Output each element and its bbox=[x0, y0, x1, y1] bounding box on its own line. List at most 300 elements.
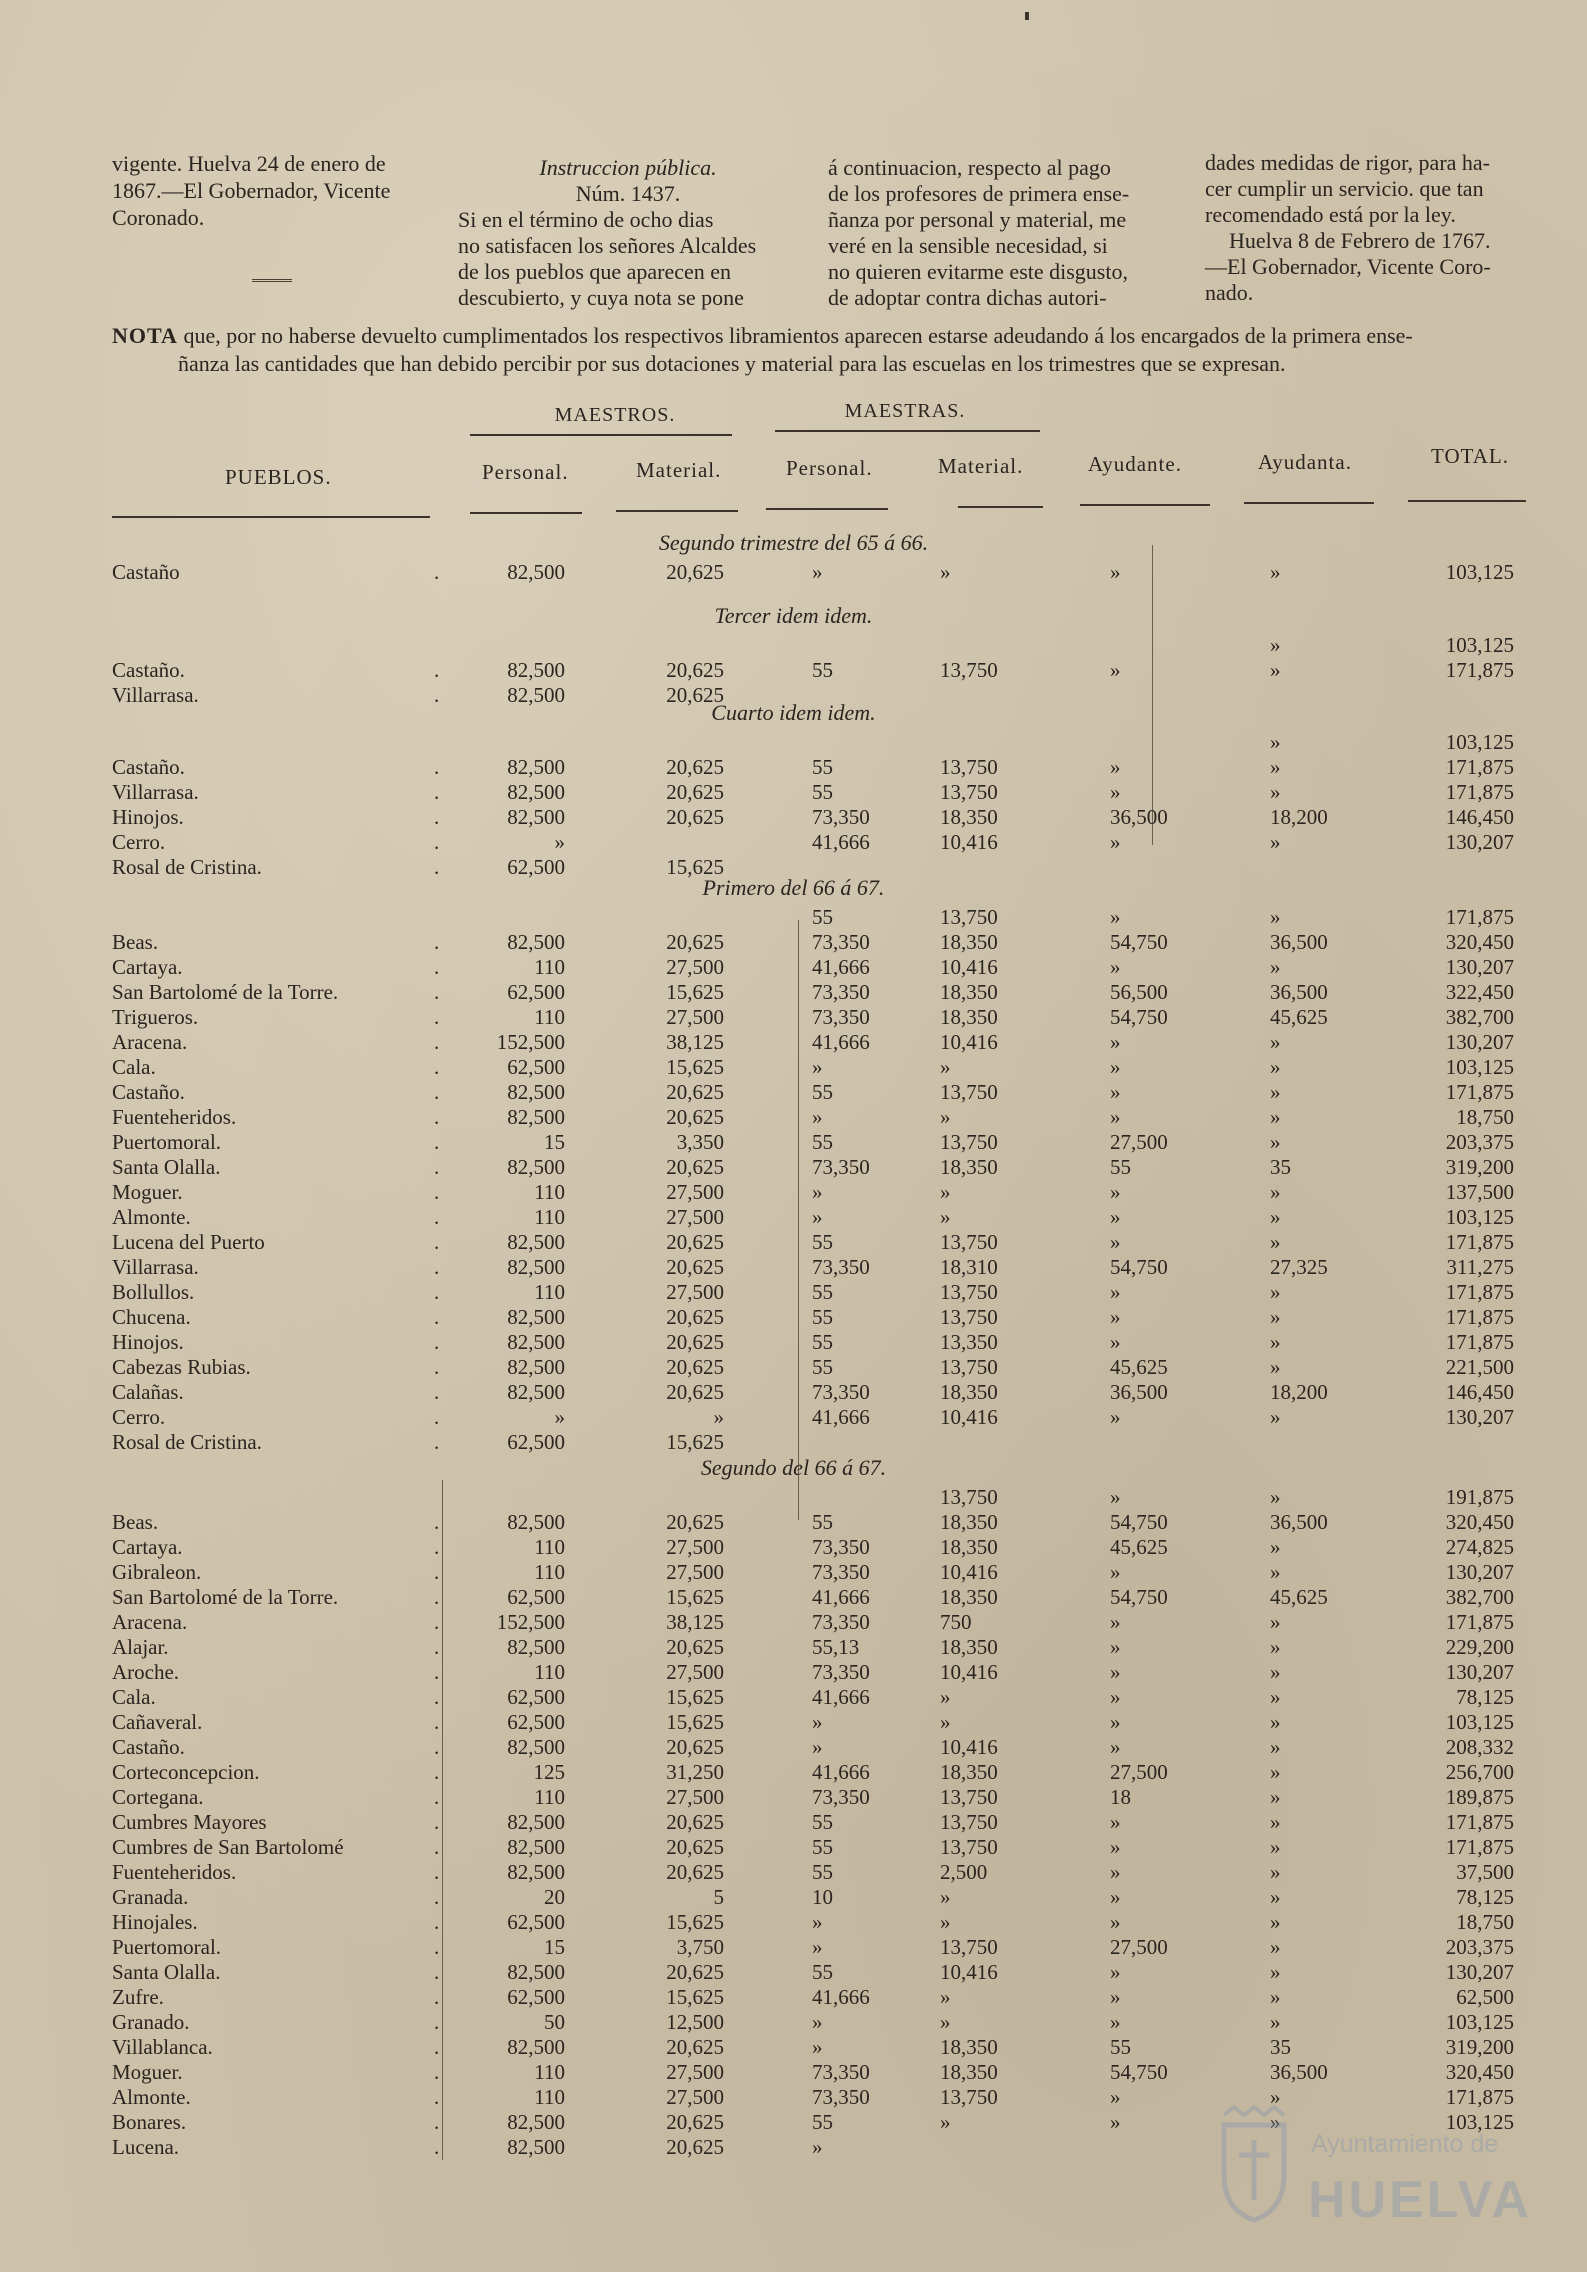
ayuntamiento-seal bbox=[1196, 2065, 1556, 2265]
cell-material-maestros: 5 bbox=[713, 1885, 724, 1909]
cell-personal-maestras: 41,666 bbox=[812, 1685, 870, 1709]
cell-material-maestras: » bbox=[940, 1105, 951, 1129]
cell-material-maestras: 10,416 bbox=[940, 1030, 998, 1054]
leader-dot: . bbox=[434, 1510, 440, 1534]
cell-personal-maestras: » bbox=[812, 2010, 823, 2034]
cell-ayudanta: » bbox=[1270, 1710, 1281, 1734]
leader-dot: . bbox=[434, 980, 440, 1004]
leader-dot: . bbox=[434, 1710, 440, 1734]
pueblo-name: Hinojos. bbox=[112, 805, 184, 829]
cell-personal-maestros: 62,500 bbox=[507, 1985, 565, 2009]
cell-ayudanta: » bbox=[1270, 2085, 1281, 2109]
cell-total: 130,207 bbox=[1445, 1030, 1514, 1054]
cell-ayudanta: » bbox=[1270, 1910, 1281, 1934]
cell-ayudante: 54,750 bbox=[1110, 2060, 1168, 2084]
cell-ayudante: » bbox=[1110, 1030, 1121, 1054]
cell-personal-maestras: » bbox=[812, 2035, 823, 2059]
cell-ayudante: » bbox=[1110, 1230, 1121, 1254]
cell-material-maestros: 20,625 bbox=[666, 1960, 724, 1984]
column-line: Huelva 8 de Febrero de 1767. bbox=[1229, 228, 1491, 253]
cell-material-maestros: 27,500 bbox=[666, 2085, 724, 2109]
cell-ayudanta: » bbox=[1270, 1535, 1281, 1559]
header-underline bbox=[112, 516, 430, 518]
pueblo-name: Cañaveral. bbox=[112, 1710, 203, 1734]
table-row bbox=[0, 1205, 1587, 1230]
column-line: dades medidas de rigor, para ha- bbox=[1205, 150, 1491, 175]
cell-ayudante: » bbox=[1110, 1280, 1121, 1304]
cell-ayudanta: » bbox=[1270, 1635, 1281, 1659]
cell-material-maestras: 10,416 bbox=[940, 1405, 998, 1429]
cell-material-maestras: 2,500 bbox=[940, 1860, 988, 1884]
cell-total: 130,207 bbox=[1445, 1405, 1514, 1429]
leader-dot: . bbox=[434, 930, 440, 954]
table-row bbox=[0, 1660, 1587, 1685]
table-row bbox=[0, 905, 1587, 930]
cell-material-maestras: 18,350 bbox=[940, 1155, 998, 1179]
pueblo-name: Puertomoral. bbox=[112, 1935, 222, 1959]
cell-personal-maestros: 15 bbox=[544, 1130, 565, 1154]
cell-ayudante: 27,500 bbox=[1110, 1760, 1168, 1784]
leader-dot: . bbox=[434, 855, 440, 879]
nota-line-1 bbox=[112, 322, 1542, 350]
cell-material-maestras: 18,350 bbox=[940, 2060, 998, 2084]
leader-dot: . bbox=[434, 830, 440, 854]
cell-personal-maestros: 82,500 bbox=[507, 1305, 565, 1329]
cell-total: 171,875 bbox=[1445, 1610, 1514, 1634]
cell-personal-maestras: 55 bbox=[812, 905, 833, 929]
cell-material-maestros: 38,125 bbox=[666, 1610, 724, 1634]
cell-personal-maestras: 41,666 bbox=[812, 1030, 870, 1054]
pueblo-name: Villarrasa. bbox=[112, 780, 199, 804]
cell-material-maestros: 20,625 bbox=[666, 1355, 724, 1379]
pueblo-name: Almonte. bbox=[112, 2085, 191, 2109]
pueblo-name: Castaño. bbox=[112, 755, 185, 779]
table-row bbox=[0, 560, 1587, 585]
cell-ayudante: 54,750 bbox=[1110, 1005, 1168, 1029]
table-row bbox=[0, 955, 1587, 980]
cell-ayudante: » bbox=[1110, 1485, 1121, 1509]
cell-material-maestras: » bbox=[940, 560, 951, 584]
cell-material-maestras: 18,350 bbox=[940, 980, 998, 1004]
seal-line-2: HUELVA bbox=[1308, 2171, 1533, 2229]
cell-material-maestros: 20,625 bbox=[666, 1635, 724, 1659]
cell-material-maestros: 20,625 bbox=[666, 1305, 724, 1329]
cell-total: 320,450 bbox=[1445, 1510, 1514, 1534]
cell-total: 208,332 bbox=[1445, 1735, 1514, 1759]
table-row bbox=[0, 1560, 1587, 1585]
cell-ayudante: » bbox=[1110, 1735, 1121, 1759]
seal-line-1: Ayuntamiento de bbox=[1311, 2130, 1499, 2158]
pueblo-name: Rosal de Cristina. bbox=[112, 1430, 262, 1454]
pueblo-name: Villarrasa. bbox=[112, 683, 199, 707]
cell-personal-maestros: 82,500 bbox=[507, 1380, 565, 1404]
nota-lead: NOTA bbox=[112, 323, 178, 348]
cell-material-maestros: 15,625 bbox=[666, 855, 724, 879]
pueblo-name: Aroche. bbox=[112, 1660, 180, 1684]
cell-material-maestros: 20,625 bbox=[666, 1380, 724, 1404]
cell-material-maestros: 15,625 bbox=[666, 1710, 724, 1734]
cell-personal-maestras: 55 bbox=[812, 1330, 833, 1354]
cell-material-maestras: 13,750 bbox=[940, 780, 998, 804]
pueblo-name: Fuenteheridos. bbox=[112, 1860, 237, 1884]
pueblo-name: Fuenteheridos. bbox=[112, 1105, 237, 1129]
cell-personal-maestros: 82,500 bbox=[507, 1835, 565, 1859]
table-row bbox=[0, 755, 1587, 780]
cell-ayudanta: » bbox=[1270, 1330, 1281, 1354]
cell-ayudante: 54,750 bbox=[1110, 930, 1168, 954]
cell-personal-maestros: 110 bbox=[534, 1785, 565, 1809]
cell-total: 103,125 bbox=[1445, 2110, 1514, 2134]
cell-material-maestros: 27,500 bbox=[666, 1560, 724, 1584]
text-column-1 bbox=[112, 150, 442, 282]
cell-ayudanta: » bbox=[1270, 1685, 1281, 1709]
table-row bbox=[0, 1230, 1587, 1255]
column-line: de adoptar contra dichas autori- bbox=[828, 285, 1107, 310]
leader-dot: . bbox=[434, 1785, 440, 1809]
cell-personal-maestros: 82,500 bbox=[507, 1155, 565, 1179]
table-row bbox=[0, 1585, 1587, 1610]
cell-personal-maestros: 110 bbox=[534, 1535, 565, 1559]
cell-material-maestros: 38,125 bbox=[666, 1030, 724, 1054]
cell-personal-maestros: 82,500 bbox=[507, 658, 565, 682]
leader-dot: . bbox=[434, 2060, 440, 2084]
table-row bbox=[0, 1710, 1587, 1735]
col-header-pueblos: PUEBLOS. bbox=[225, 465, 332, 489]
cell-total: 103,125 bbox=[1445, 1205, 1514, 1229]
table-row bbox=[0, 2010, 1587, 2035]
table-row bbox=[0, 1280, 1587, 1305]
cell-material-maestras: 18,350 bbox=[940, 930, 998, 954]
cell-ayudanta: 35 bbox=[1270, 1155, 1291, 1179]
cell-total: 171,875 bbox=[1445, 1280, 1514, 1304]
table-row bbox=[0, 830, 1587, 855]
pueblo-name: Bollullos. bbox=[112, 1280, 195, 1304]
cell-personal-maestros: 82,500 bbox=[507, 683, 565, 707]
cell-material-maestras: » bbox=[940, 1910, 951, 1934]
cell-personal-maestros: 125 bbox=[533, 1760, 565, 1784]
table-row bbox=[0, 730, 1587, 755]
cell-personal-maestras: 55 bbox=[812, 1510, 833, 1534]
cell-ayudante: » bbox=[1110, 1985, 1121, 2009]
table-row bbox=[0, 633, 1587, 658]
cell-personal-maestros: 50 bbox=[544, 2010, 565, 2034]
leader-dot: . bbox=[434, 2035, 440, 2059]
header-underline bbox=[1244, 502, 1374, 504]
cell-personal-maestras: 55 bbox=[812, 1835, 833, 1859]
header-underline bbox=[1408, 500, 1526, 502]
cell-ayudante: 54,750 bbox=[1110, 1255, 1168, 1279]
leader-dot: . bbox=[434, 1885, 440, 1909]
table-row bbox=[0, 980, 1587, 1005]
cell-personal-maestros: 82,500 bbox=[507, 1105, 565, 1129]
leader-dot: . bbox=[434, 1860, 440, 1884]
pueblo-name: Castaño bbox=[112, 560, 180, 584]
cell-personal-maestros: 62,500 bbox=[507, 1055, 565, 1079]
cell-material-maestros: » bbox=[713, 1405, 724, 1429]
leader-dot: . bbox=[434, 1430, 440, 1454]
cell-personal-maestras: 55 bbox=[812, 780, 833, 804]
cell-material-maestras: 13,750 bbox=[940, 1810, 998, 1834]
table-row bbox=[0, 1935, 1587, 1960]
cell-personal-maestras: 55 bbox=[812, 1230, 833, 1254]
cell-personal-maestros: 82,500 bbox=[507, 2035, 565, 2059]
cell-material-maestras: » bbox=[940, 1985, 951, 2009]
leader-dot: . bbox=[434, 2085, 440, 2109]
cell-total: 382,700 bbox=[1445, 1585, 1514, 1609]
cell-ayudante: » bbox=[1110, 2010, 1121, 2034]
cell-personal-maestros: 82,500 bbox=[507, 755, 565, 779]
leader-dot: . bbox=[434, 1810, 440, 1834]
cell-ayudanta: » bbox=[1270, 1735, 1281, 1759]
cell-total: 171,875 bbox=[1445, 1230, 1514, 1254]
cell-material-maestras: 18,350 bbox=[940, 1585, 998, 1609]
cell-personal-maestras: 73,350 bbox=[812, 805, 870, 829]
column-line: no satisfacen los señores Alcaldes bbox=[458, 233, 757, 258]
leader-dot: . bbox=[434, 1935, 440, 1959]
cell-ayudanta: » bbox=[1270, 1355, 1281, 1379]
cell-material-maestras: » bbox=[940, 1885, 951, 1909]
cell-total: 103,125 bbox=[1445, 730, 1514, 754]
cell-ayudante: » bbox=[1110, 1180, 1121, 1204]
cell-total: 62,500 bbox=[1456, 1985, 1514, 2009]
cell-personal-maestros: 62,500 bbox=[507, 1585, 565, 1609]
cell-personal-maestros: 82,500 bbox=[507, 1635, 565, 1659]
section-title: Primero del 66 á 67. bbox=[702, 875, 885, 900]
cell-ayudanta: » bbox=[1270, 1205, 1281, 1229]
cell-ayudanta: » bbox=[1270, 1935, 1281, 1959]
cell-material-maestras: 13,750 bbox=[940, 1305, 998, 1329]
cell-personal-maestros: 82,500 bbox=[507, 2110, 565, 2134]
pueblo-name: Castaño. bbox=[112, 658, 185, 682]
cell-ayudanta: » bbox=[1270, 1835, 1281, 1859]
cell-personal-maestras: 55 bbox=[812, 1080, 833, 1104]
cell-material-maestros: 20,625 bbox=[666, 1255, 724, 1279]
group-maestros: MAESTROS. bbox=[554, 404, 676, 426]
table-row bbox=[0, 1735, 1587, 1760]
cell-personal-maestras: 73,350 bbox=[812, 1005, 870, 1029]
cell-material-maestros: 15,625 bbox=[666, 1985, 724, 2009]
table-row bbox=[0, 1305, 1587, 1330]
pueblo-name: Beas. bbox=[112, 930, 159, 954]
column-line: nado. bbox=[1205, 280, 1254, 305]
cell-ayudanta: » bbox=[1270, 1985, 1281, 2009]
table-row bbox=[0, 1860, 1587, 1885]
leader-dot: . bbox=[434, 755, 440, 779]
cell-ayudanta: » bbox=[1270, 1485, 1281, 1509]
cell-ayudante: » bbox=[1110, 1105, 1121, 1129]
cell-total: 103,125 bbox=[1445, 633, 1514, 657]
cell-total: 171,875 bbox=[1445, 1330, 1514, 1354]
cell-personal-maestras: 73,350 bbox=[812, 1560, 870, 1584]
cell-ayudanta: » bbox=[1270, 780, 1281, 804]
cell-total: 322,450 bbox=[1445, 980, 1514, 1004]
leader-dot: . bbox=[434, 1280, 440, 1304]
cell-ayudante: 54,750 bbox=[1110, 1510, 1168, 1534]
cell-ayudante: » bbox=[1110, 1885, 1121, 1909]
leader-dot: . bbox=[434, 955, 440, 979]
cell-personal-maestras: 41,666 bbox=[812, 1985, 870, 2009]
column-line: á continuacion, respecto al pago bbox=[828, 155, 1111, 180]
cell-ayudanta: » bbox=[1270, 955, 1281, 979]
cell-material-maestros: 20,625 bbox=[666, 1810, 724, 1834]
cell-personal-maestros: 152,500 bbox=[496, 1610, 565, 1634]
cell-ayudanta: » bbox=[1270, 1030, 1281, 1054]
cell-personal-maestros: 82,500 bbox=[507, 1355, 565, 1379]
leader-dot: . bbox=[434, 780, 440, 804]
cell-personal-maestros: 62,500 bbox=[507, 1430, 565, 1454]
cell-material-maestras: 18,350 bbox=[940, 1005, 998, 1029]
cell-ayudante: » bbox=[1110, 955, 1121, 979]
table-row bbox=[0, 930, 1587, 955]
table-row bbox=[0, 1635, 1587, 1660]
table-row bbox=[0, 1055, 1587, 1080]
cell-personal-maestras: 55 bbox=[812, 1305, 833, 1329]
pueblo-name: San Bartolomé de la Torre. bbox=[112, 1585, 339, 1609]
cell-personal-maestras: 55,13 bbox=[812, 1635, 860, 1659]
cell-ayudanta: » bbox=[1270, 1180, 1281, 1204]
pueblo-name: Gibraleon. bbox=[112, 1560, 202, 1584]
cell-personal-maestras: 55 bbox=[812, 1280, 833, 1304]
cell-personal-maestros: 82,500 bbox=[507, 1255, 565, 1279]
leader-dot: . bbox=[434, 1330, 440, 1354]
pueblo-name: Castaño. bbox=[112, 1735, 185, 1759]
table-row bbox=[0, 1155, 1587, 1180]
table-row bbox=[0, 1255, 1587, 1280]
table-row bbox=[0, 1835, 1587, 1860]
cell-material-maestras: 18,350 bbox=[940, 805, 998, 829]
table-row bbox=[0, 1355, 1587, 1380]
leader-dot: . bbox=[434, 1355, 440, 1379]
pueblo-name: Alajar. bbox=[112, 1635, 169, 1659]
cell-material-maestros: 15,625 bbox=[666, 1685, 724, 1709]
pueblo-name: Lucena del Puerto bbox=[112, 1230, 265, 1254]
cell-personal-maestros: 15 bbox=[544, 1935, 565, 1959]
cell-ayudanta: » bbox=[1270, 755, 1281, 779]
cell-material-maestras: » bbox=[940, 1180, 951, 1204]
cell-material-maestros: 20,625 bbox=[666, 683, 724, 707]
leader-dot: . bbox=[434, 1105, 440, 1129]
cell-total: 130,207 bbox=[1445, 955, 1514, 979]
cell-ayudante: » bbox=[1110, 1660, 1121, 1684]
cell-personal-maestros: 82,500 bbox=[507, 780, 565, 804]
cell-ayudante: » bbox=[1110, 1610, 1121, 1634]
leader-dot: . bbox=[434, 1835, 440, 1859]
cell-ayudanta: » bbox=[1270, 1960, 1281, 1984]
cell-personal-maestras: » bbox=[812, 1105, 823, 1129]
column-line: Si en el término de ocho dias bbox=[458, 207, 714, 232]
cell-ayudanta: » bbox=[1270, 1080, 1281, 1104]
pueblo-name: Granada. bbox=[112, 1885, 189, 1909]
cell-ayudante: » bbox=[1110, 1305, 1121, 1329]
table-row bbox=[0, 1330, 1587, 1355]
pueblo-name: Cala. bbox=[112, 1685, 156, 1709]
table-row bbox=[0, 1785, 1587, 1810]
cell-material-maestros: 12,500 bbox=[666, 2010, 724, 2034]
cell-ayudante: » bbox=[1110, 780, 1121, 804]
cell-material-maestras: 13,750 bbox=[940, 1355, 998, 1379]
cell-ayudanta: » bbox=[1270, 2110, 1281, 2134]
cell-total: 146,450 bbox=[1445, 805, 1514, 829]
cell-personal-maestros: 110 bbox=[534, 955, 565, 979]
table-row bbox=[0, 1760, 1587, 1785]
cell-personal-maestras: 73,350 bbox=[812, 2085, 870, 2109]
cell-personal-maestras: 41,666 bbox=[812, 1405, 870, 1429]
pueblo-name: Rosal de Cristina. bbox=[112, 855, 262, 879]
cell-ayudanta: » bbox=[1270, 560, 1281, 584]
cell-material-maestras: 13,350 bbox=[940, 1330, 998, 1354]
cell-ayudante: » bbox=[1110, 1960, 1121, 1984]
leader-dot: . bbox=[434, 1255, 440, 1279]
cell-personal-maestros: 110 bbox=[534, 1005, 565, 1029]
table-row bbox=[0, 1885, 1587, 1910]
header-underline bbox=[766, 508, 888, 510]
column-line: de los pueblos que aparecen en bbox=[458, 259, 732, 284]
cell-personal-maestros: 82,500 bbox=[507, 1510, 565, 1534]
cell-material-maestros: 20,625 bbox=[666, 1330, 724, 1354]
cell-material-maestros: 20,625 bbox=[666, 930, 724, 954]
table-row bbox=[0, 1685, 1587, 1710]
cell-ayudante: 54,750 bbox=[1110, 1585, 1168, 1609]
cell-total: 130,207 bbox=[1445, 1660, 1514, 1684]
cell-personal-maestras: 55 bbox=[812, 1810, 833, 1834]
pueblo-name: Granado. bbox=[112, 2010, 190, 2034]
cell-personal-maestros: 82,500 bbox=[507, 930, 565, 954]
cell-personal-maestros: » bbox=[554, 1405, 565, 1429]
cell-material-maestros: 20,625 bbox=[666, 1860, 724, 1884]
leader-dot: . bbox=[434, 1960, 440, 1984]
header-underline bbox=[958, 506, 1043, 508]
cell-total: 18,750 bbox=[1456, 1105, 1514, 1129]
pueblo-name: Cumbres Mayores bbox=[112, 1810, 267, 1834]
cell-personal-maestros: 110 bbox=[534, 1205, 565, 1229]
cell-ayudante: » bbox=[1110, 560, 1121, 584]
cell-total: 221,500 bbox=[1445, 1355, 1514, 1379]
leader-dot: . bbox=[434, 1055, 440, 1079]
cell-material-maestros: 15,625 bbox=[666, 1585, 724, 1609]
cell-material-maestros: 20,625 bbox=[666, 755, 724, 779]
cell-personal-maestros: 110 bbox=[534, 1180, 565, 1204]
leader-dot: . bbox=[434, 1610, 440, 1634]
cell-material-maestras: » bbox=[940, 1205, 951, 1229]
cell-ayudante: » bbox=[1110, 1205, 1121, 1229]
pueblo-name: Moguer. bbox=[112, 2060, 183, 2084]
cell-personal-maestras: 73,350 bbox=[812, 1255, 870, 1279]
cell-material-maestras: 750 bbox=[940, 1610, 972, 1634]
leader-dot: . bbox=[434, 1155, 440, 1179]
cell-material-maestros: 15,625 bbox=[666, 1910, 724, 1934]
cell-material-maestras: 18,350 bbox=[940, 1380, 998, 1404]
pueblo-name: Cala. bbox=[112, 1055, 156, 1079]
table-row bbox=[0, 1985, 1587, 2010]
cell-material-maestros: 15,625 bbox=[666, 980, 724, 1004]
leader-dot: . bbox=[434, 1080, 440, 1104]
cell-material-maestras: 13,750 bbox=[940, 658, 998, 682]
cell-personal-maestros: 152,500 bbox=[496, 1030, 565, 1054]
pueblo-name: Cerro. bbox=[112, 1405, 166, 1429]
cell-ayudante: 18 bbox=[1110, 1785, 1131, 1809]
pueblo-name: Almonte. bbox=[112, 1205, 191, 1229]
cell-material-maestros: 3,750 bbox=[676, 1935, 724, 1959]
section-heading: Instruccion pública. bbox=[539, 155, 717, 180]
table-row bbox=[0, 1180, 1587, 1205]
cell-total: 274,825 bbox=[1445, 1535, 1514, 1559]
leader-dot: . bbox=[434, 1735, 440, 1759]
cell-ayudanta: » bbox=[1270, 1105, 1281, 1129]
leader-dot: . bbox=[434, 1380, 440, 1404]
pueblo-name: Corteconcepcion. bbox=[112, 1760, 260, 1784]
cell-personal-maestras: » bbox=[812, 1735, 823, 1759]
pueblo-name: Cumbres de San Bartolomé bbox=[112, 1835, 344, 1859]
